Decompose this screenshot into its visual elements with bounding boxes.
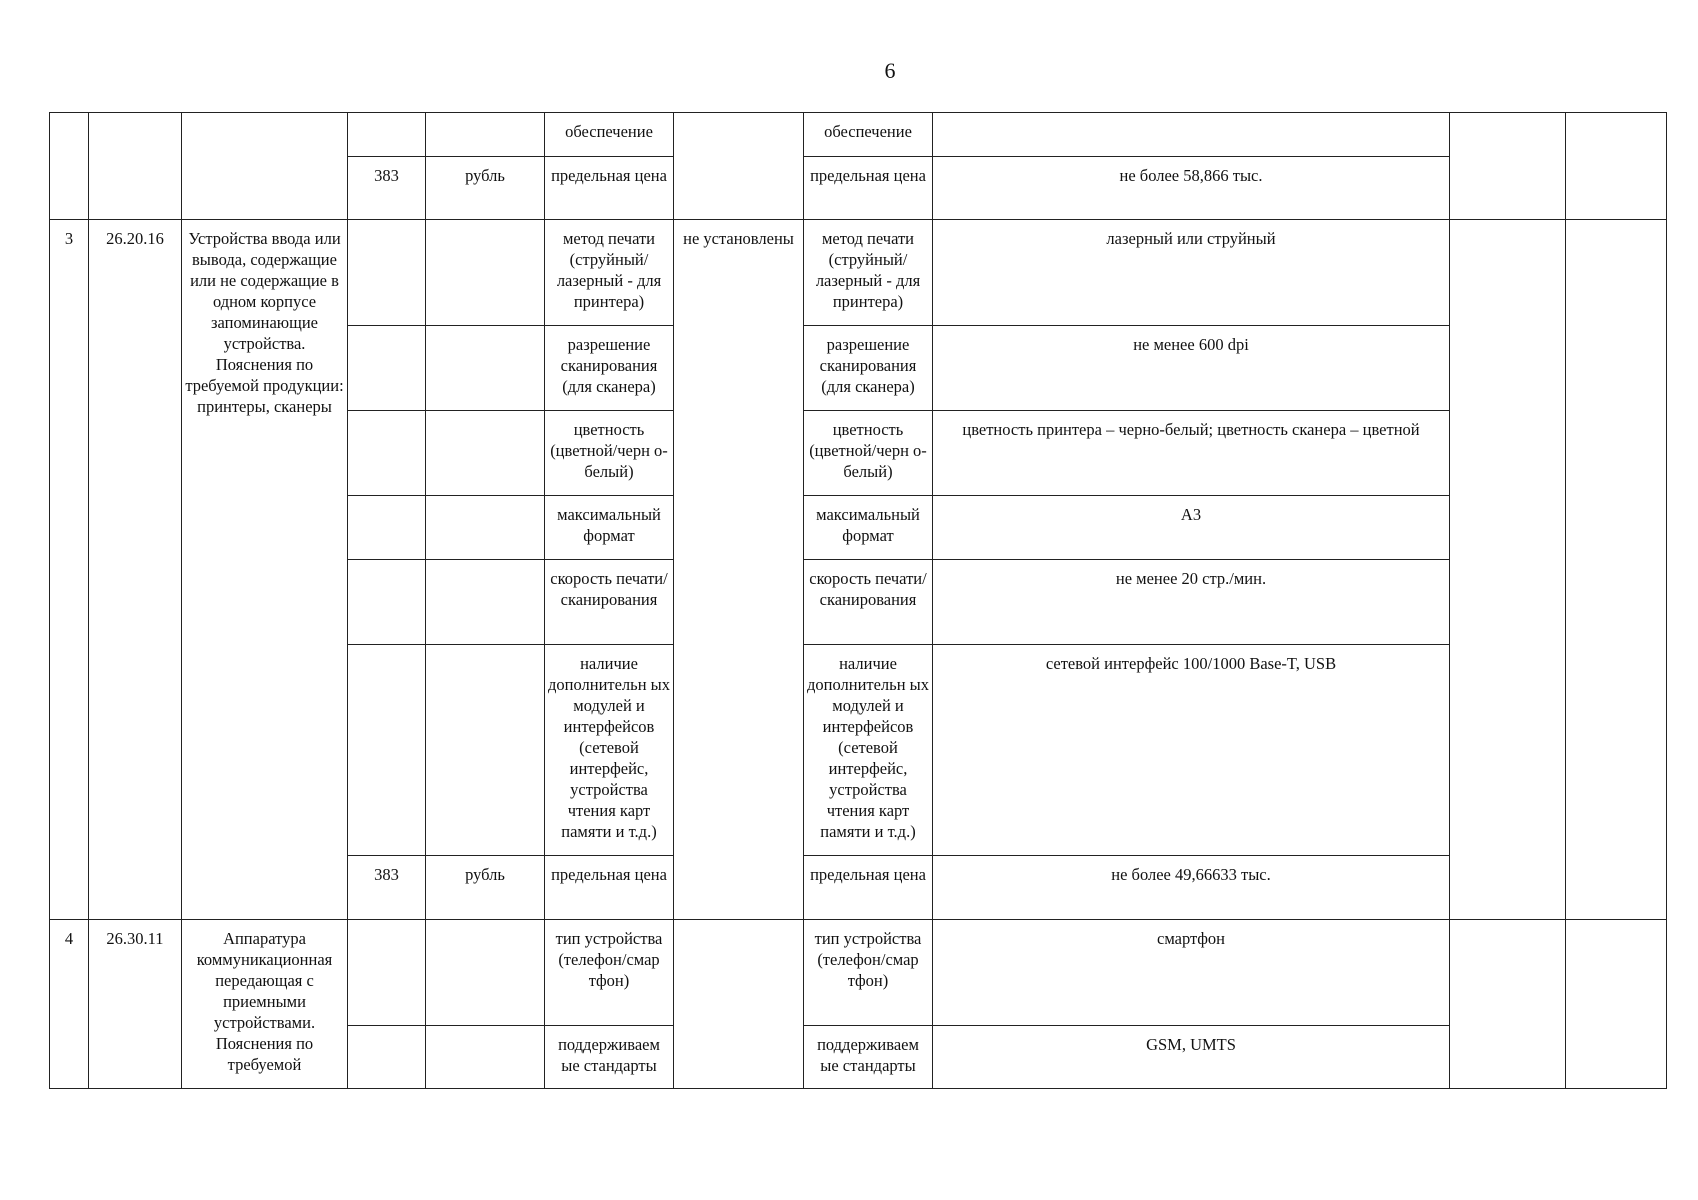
- okpd-code: 26.20.16: [89, 220, 182, 920]
- characteristic-cell: предельная цена: [804, 856, 933, 920]
- item-number: 4: [50, 920, 89, 1089]
- characteristic-cell: обеспечение: [545, 113, 674, 157]
- unit-cell: рубль: [426, 157, 545, 220]
- characteristic-cell: разрешение сканирования (для сканера): [545, 326, 674, 411]
- characteristic-cell: поддерживаем ые стандарты: [545, 1026, 674, 1089]
- requirements-table: [49, 112, 1667, 1089]
- table-row: [50, 920, 1667, 1026]
- characteristic-cell: тип устройства (телефон/смар тфон): [545, 920, 674, 1026]
- characteristic-cell: поддерживаем ые стандарты: [804, 1026, 933, 1089]
- characteristic-cell: разрешение сканирования (для сканера): [804, 326, 933, 411]
- value-cell: GSM, UMTS: [933, 1026, 1450, 1089]
- value-cell: А3: [933, 496, 1450, 560]
- value-cell: лазерный или струйный: [933, 220, 1450, 326]
- characteristic-cell: обеспечение: [804, 113, 933, 157]
- characteristic-cell: метод печати (струйный/ лазерный - для принтера): [804, 220, 933, 326]
- value-cell: не более 49,66633 тыс.: [933, 856, 1450, 920]
- page-number: 6: [884, 58, 896, 83]
- okpd-code: 26.30.11: [89, 920, 182, 1089]
- characteristic-cell: наличие дополнительн ых модулей и интерфейсов (сетевой интерфейс, устройства чтения карт памяти и т.д.): [804, 645, 933, 856]
- value-cell: не менее 600 dpi: [933, 326, 1450, 411]
- not-set-cell: не установлены: [674, 220, 804, 920]
- table-row: [50, 220, 1667, 326]
- value-cell: сетевой интерфейс 100/1000 Base-T, USB: [933, 645, 1450, 856]
- characteristic-cell: метод печати (струйный/ лазерный - для принтера): [545, 220, 674, 326]
- characteristic-cell: наличие дополнительн ых модулей и интерфейсов (сетевой интерфейс, устройства чтения карт памяти и т.д.): [545, 645, 674, 856]
- characteristic-cell: цветность (цветной/черн о-белый): [804, 411, 933, 496]
- characteristic-cell: предельная цена: [545, 856, 674, 920]
- product-name: Устройства ввода или вывода, содержащие или не содержащие в одном корпусе запоминающие устройства. Пояснения по требуемой продукции: принтеры, сканеры: [182, 220, 348, 920]
- characteristic-cell: предельная цена: [804, 157, 933, 220]
- characteristic-cell: максимальный формат: [545, 496, 674, 560]
- product-name: Аппаратура коммуникационная передающая с приемными устройствами. Пояснения по требуемой: [182, 920, 348, 1089]
- characteristic-cell: цветность (цветной/черн о-белый): [545, 411, 674, 496]
- okei-code-cell: 383: [348, 157, 426, 220]
- characteristic-cell: скорость печати/ сканирования: [804, 560, 933, 645]
- characteristic-cell: максимальный формат: [804, 496, 933, 560]
- value-cell: смартфон: [933, 920, 1450, 1026]
- characteristic-cell: скорость печати/ сканирования: [545, 560, 674, 645]
- okei-code-cell: 383: [348, 856, 426, 920]
- characteristic-cell: предельная цена: [545, 157, 674, 220]
- value-cell: цветность принтера – черно-белый; цветность сканера – цветной: [933, 411, 1450, 496]
- characteristic-cell: тип устройства (телефон/смар тфон): [804, 920, 933, 1026]
- item-number: 3: [50, 220, 89, 920]
- unit-cell: рубль: [426, 856, 545, 920]
- value-cell: не менее 20 стр./мин.: [933, 560, 1450, 645]
- value-cell: не более 58,866 тыс.: [933, 157, 1450, 220]
- table-row: [50, 113, 1667, 157]
